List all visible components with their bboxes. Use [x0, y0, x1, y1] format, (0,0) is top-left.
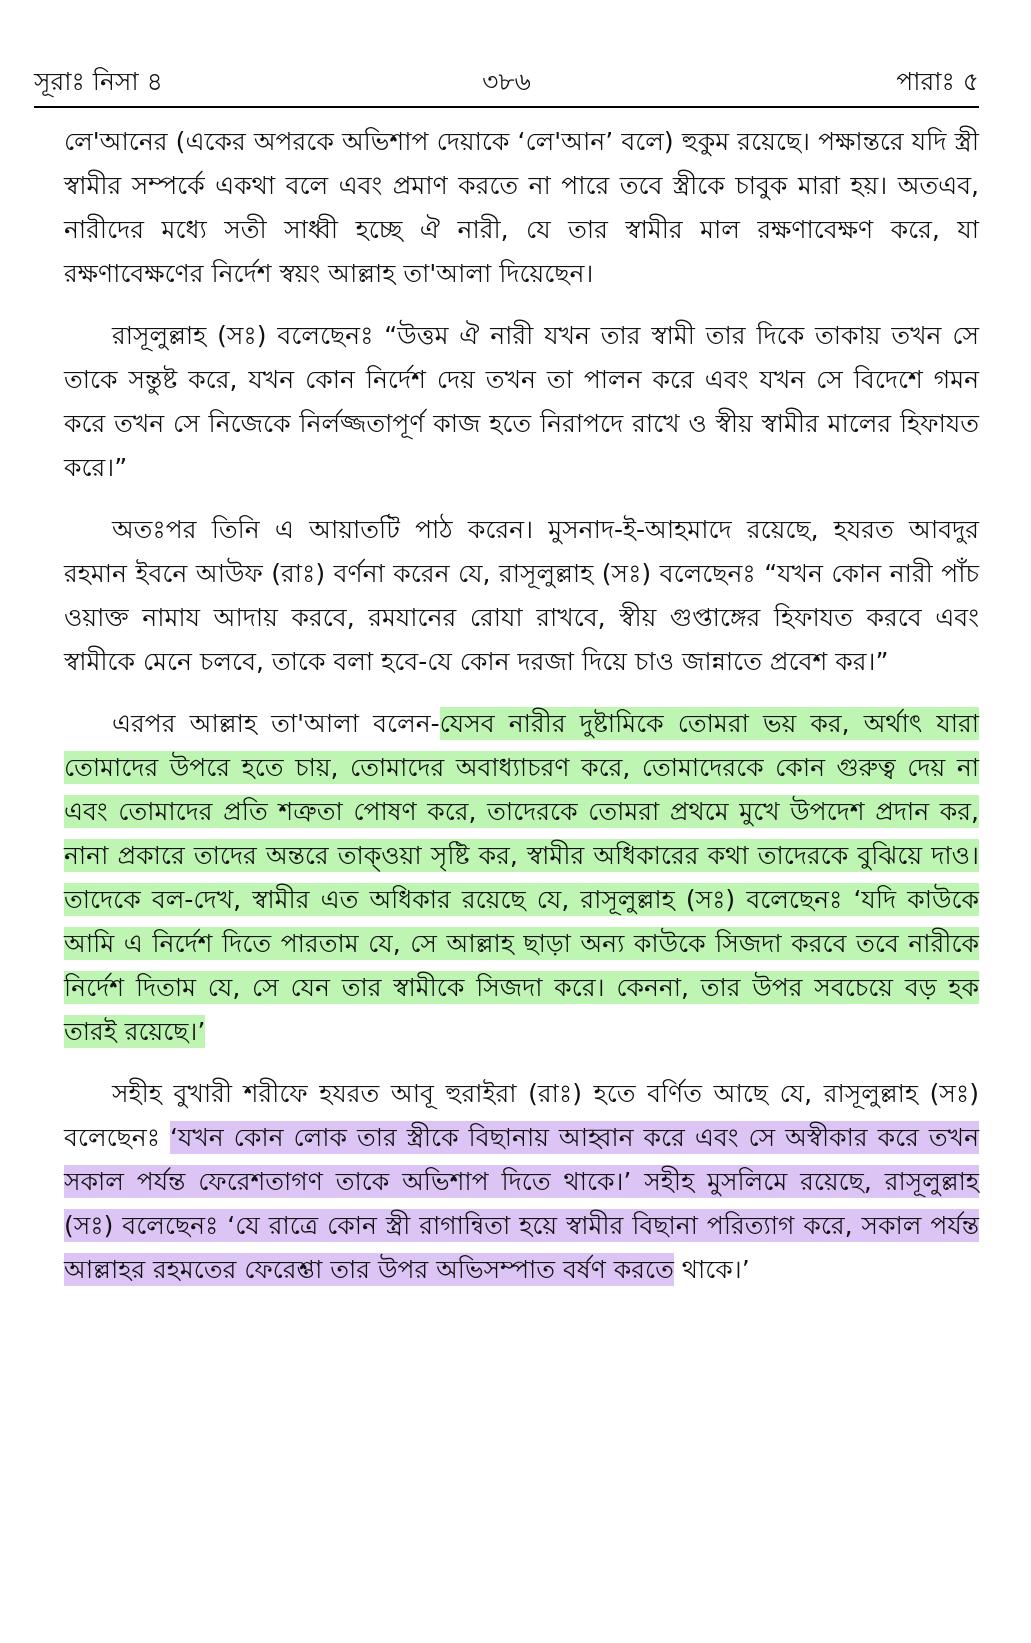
paragraph-text: অতঃপর তিনি এ আয়াতটি পাঠ করেন। মুসনাদ-ই-আহমাদে রয়েছে, হযরত আবদুর রহমান ইবনে আউফ (রাঃ) বর্ণনা করেন যে, রাসূলুল্লাহ (সঃ) বলেছেনঃ “যখন কোন নারী পাঁচ ওয়াক্ত নামায আদায় করবে, রমযানের রোযা রাখবে, স্বীয় গুপ্তাঙ্গের হিফাযত করবে এবং স্বামীকে মেনে চলবে, তাকে বলা হবে-যে কোন দরজা দিয়ে চাও জান্নাতে প্রবেশ কর।” [64, 515, 979, 676]
paragraph-text: সহীহ বুখারী শরীফে হযরত আবূ হুরাইরা (রাঃ) হতে বর্ণিত আছে যে, রাসূলুল্লাহ (সঃ) বলেছেনঃ [64, 1079, 979, 1152]
paragraph-4 [64, 702, 979, 1054]
paragraph-text: রাসূলুল্লাহ (সঃ) বলেছেনঃ “উত্তম ঐ নারী যখন তার স্বামী তার দিকে তাকায় তখন সে তাকে সন্তুষ্ট করে, যখন কোন নির্দেশ দেয় তখন তা পালন করে এবং যখন সে বিদেশে গমন করে তখন সে নিজেকে নির্লজ্জতাপূর্ণ কাজ হতে নিরাপদে রাখে ও স্বীয় স্বামীর মালের হিফাযত করে।” [64, 321, 979, 482]
page-number: ৩৮৬ [482, 67, 531, 96]
header-divider [34, 106, 979, 108]
paragraph-5 [64, 1072, 979, 1292]
paragraph-text: লে'আনের (একের অপরকে অভিশাপ দেয়াকে ‘লে'আন’ বলে) হুকুম রয়েছে। পক্ষান্তরে যদি স্ত্রী স্বামীর সম্পর্কে একথা বলে এবং প্রমাণ করতে না পারে তবে স্ত্রীকে চাবুক মারা হয়। অতএব, নারীদের মধ্যে সতী সাধ্বী হচ্ছে ঐ নারী, যে তার স্বামীর মাল রক্ষণাবেক্ষণ করে, যা রক্ষণাবেক্ষণের নির্দেশ স্বয়ং আল্লাহ তা'আলা দিয়েছেন। [64, 127, 979, 288]
paragraph-tail-text: থাকে।’ [673, 1255, 750, 1284]
surah-label: সূরাঃ নিসা ৪ [34, 67, 163, 96]
paragraph-1 [64, 120, 979, 296]
paragraph-2 [64, 314, 979, 490]
page-header [34, 56, 979, 106]
page-body [64, 120, 979, 1310]
green-highlighted-text: যেসব নারীর দুষ্টামিকে তোমরা ভয় কর, অর্থাৎ যারা তোমাদের উপরে হতে চায়, তোমাদের অবাধ্যাচরণ করে, তোমাদেরকে কোন গুরুত্ব দেয় না এবং তোমাদের প্রতি শত্রুতা পোষণ করে, তাদেরকে তোমরা প্রথমে মুখে উপদেশ প্রদান কর, নানা প্রকারে তাদের অন্তরে তাক্ওয়া সৃষ্টি কর, স্বামীর অধিকারের কথা তাদেরকে বুঝিয়ে দাও। তাদেকে বল-দেখ, স্বামীর এত অধিকার রয়েছে যে, রাসূলুল্লাহ (সঃ) বলেছেনঃ ‘যদি কাউকে আমি এ নির্দেশ দিতে পারতাম যে, সে আল্লাহ ছাড়া অন্য কাউকে সিজদা করবে তবে নারীকে নির্দেশ দিতাম যে, সে যেন তার স্বামীকে সিজদা করে। কেননা, তার উপর সবচেয়ে বড় হক তারই রয়েছে।’ [64, 709, 979, 1046]
paragraph-text: এরপর আল্লাহ তা'আলা বলেন- [112, 709, 440, 738]
para-label: পারাঃ ৫ [896, 67, 979, 96]
purple-highlighted-text: ‘যখন কোন লোক তার স্ত্রীকে বিছানায় আহ্বান করে এবং সে অস্বীকার করে তখন সকাল পর্যন্ত ফেরেশতাগণ তাকে অভিশাপ দিতে থাকে।’ সহীহ মুসলিমে রয়েছে, রাসূলুল্লাহ (সঃ) বলেছেনঃ ‘যে রাত্রে কোন স্ত্রী রাগান্বিতা হয়ে স্বামীর বিছানা পরিত্যাগ করে, সকাল পর্যন্ত আল্লাহর রহমতের ফেরেশ্তা তার উপর অভিসম্পাত বর্ষণ করতে [64, 1123, 979, 1284]
paragraph-3 [64, 508, 979, 684]
